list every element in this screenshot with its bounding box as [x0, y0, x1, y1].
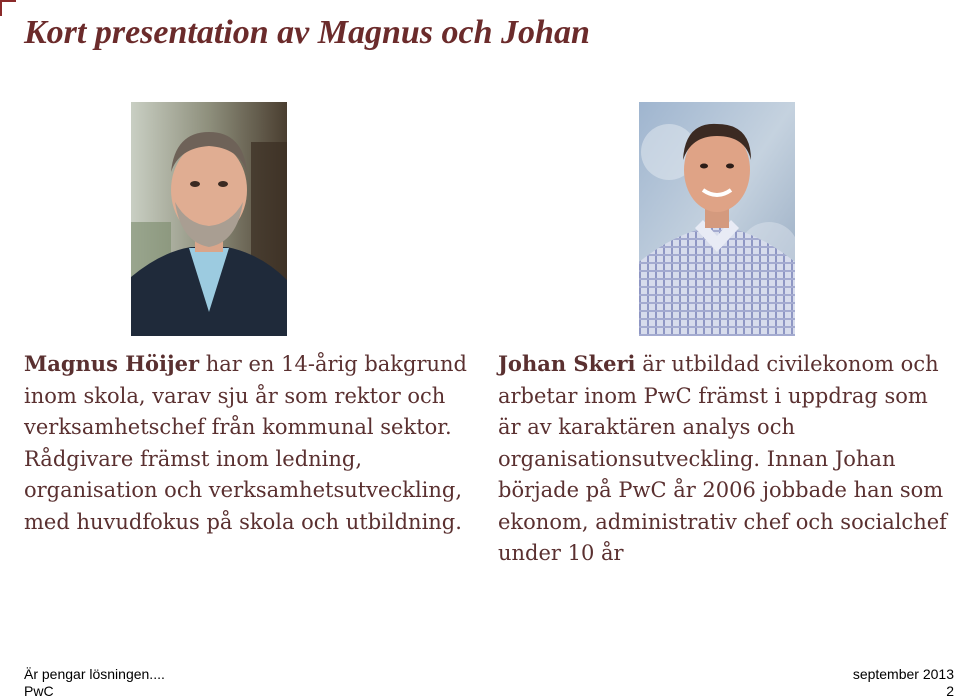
magnus-bio-text: har en 14-årig bakgrund inom skola, varav sju år som rektor och verksamhetschef från kommunal sektor. Rådgivare främst inom ledning, organisation och verksamhetsutveckling, med huvudfokus på skola och utbildning. [24, 352, 467, 534]
footer-left [24, 666, 165, 700]
johan-bio-text: är utbildad civilekonom och arbetar inom PwC främst i uppdrag som är av karaktären analys och organisationsutveckling. Innan Johan började på PwC år 2006 jobbade han som ekonom, administrativ chef och socialchef under 10 år [498, 352, 947, 565]
footer-right [853, 666, 954, 700]
magnus-name: Magnus Höijer [24, 351, 200, 376]
slide-corner-mark [0, 0, 16, 16]
magnus-portrait-photo [131, 102, 287, 336]
footer-date: september 2013 [852, 666, 954, 682]
johan-portrait-photo [639, 102, 795, 336]
johan-bio [498, 348, 953, 570]
footer-company: PwC [24, 683, 54, 699]
magnus-bio [24, 348, 486, 538]
footer-page-number: 2 [946, 683, 954, 699]
slide-title: Kort presentation av Magnus och Johan [24, 14, 590, 51]
footer-presentation-title: Är pengar lösningen.... [24, 666, 165, 682]
johan-name: Johan Skeri [498, 351, 636, 376]
